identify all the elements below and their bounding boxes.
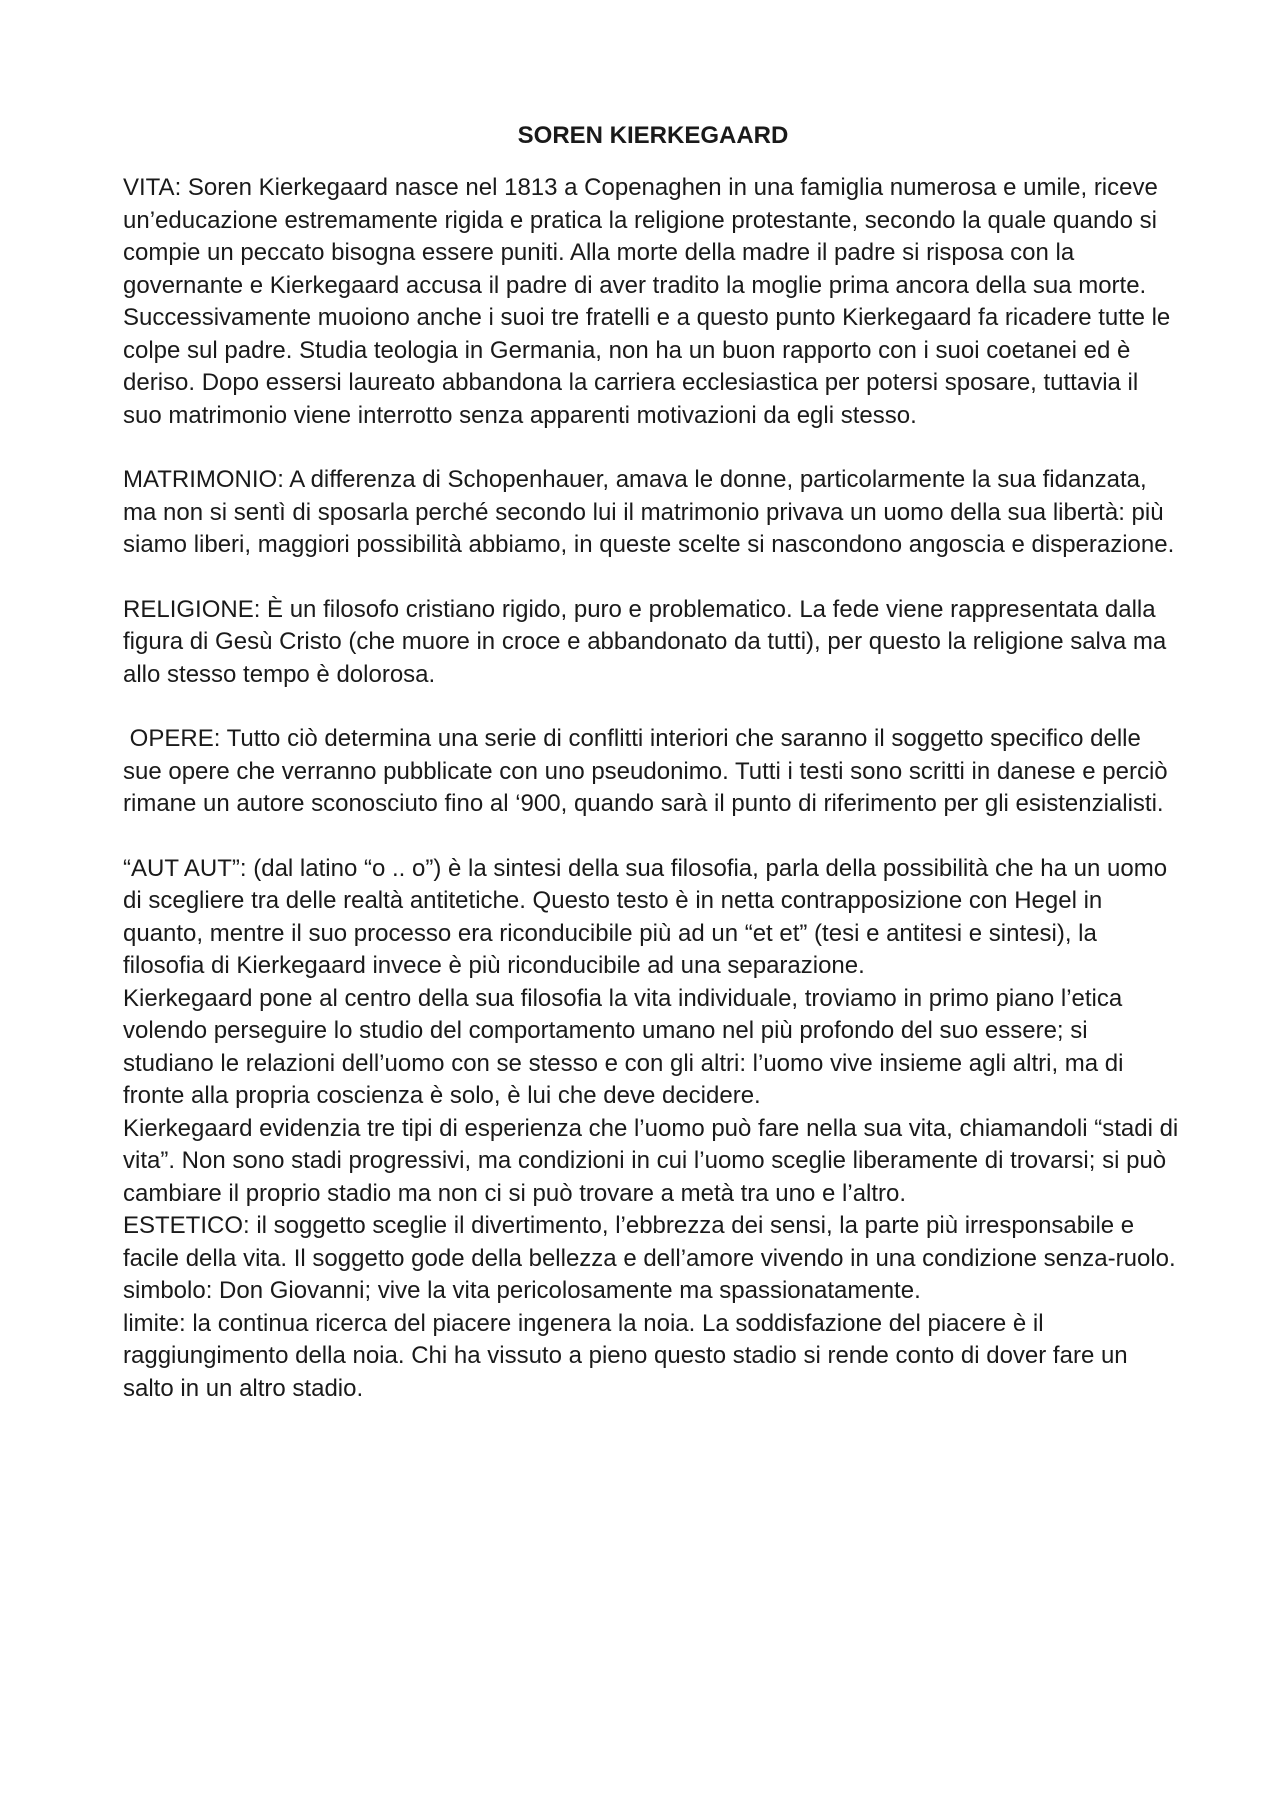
paragraph-estetico: ESTETICO: il soggetto sceglie il divertimento, l’ebbrezza dei sensi, la parte più irresponsabile e facile della vita. Il soggetto gode della bellezza e dell’amore vivendo in una condizione senza-ruolo. (123, 1212, 1176, 1272)
paragraph-opere: OPERE: Tutto ciò determina una serie di conflitti interiori che saranno il soggetto specifico delle sue opere che verranno pubblicate con uno pseudonimo. Tutti i testi sono scritti in danese e perciò rimane un autore sconosciuto fino al ‘900, quando sarà il punto di riferimento per gli esistenzialisti. (123, 725, 1175, 817)
paragraph-vita-individuale: Kierkegaard pone al centro della sua filosofia la vita individuale, troviamo in primo piano l’etica volendo perseguire lo studio del comportamento umano nel più profondo del suo essere; si studiano le relazioni dell’uomo con se stesso e con gli altri: l’uomo vive insieme agli altri, ma di fronte alla propria coscienza è solo, è lui che deve decidere. (123, 984, 1124, 1109)
document-body (123, 120, 1183, 1405)
paragraph-simbolo: simbolo: Don Giovanni; vive la vita pericolosamente ma spassionatamente. (123, 1277, 921, 1304)
paragraph-matrimonio: MATRIMONIO: A differenza di Schopenhauer, amava le donne, particolarmente la sua fidanzata, ma non si sentì di sposarla perché secondo lui il matrimonio privava un uomo della sua libertà: più siamo liberi, maggiori possibilità abbiamo, in queste scelte si nascondono angoscia e disperazione. (123, 466, 1175, 558)
paragraph-aut-aut: “AUT AUT”: (dal latino “o .. o”) è la sintesi della sua filosofia, parla della possibilità che ha un uomo di scegliere tra delle realtà antitetiche. Questo testo è in netta contrapposizione con Hegel in quanto, mentre il suo processo era riconducibile più ad un “et et” (tesi e antitesi e sintesi), la filosofia di Kierkegaard invece è più riconducibile ad una separazione. (123, 854, 1168, 979)
document-title: SOREN KIERKEGAARD (517, 122, 789, 149)
paragraph-religione: RELIGIONE: È un filosofo cristiano rigido, puro e problematico. La fede viene rappresentata dalla figura di Gesù Cristo (che muore in croce e abbandonato da tutti), per questo la religione salva ma allo stesso tempo è dolorosa. (123, 595, 1167, 688)
paragraph-vita: VITA: Soren Kierkegaard nasce nel 1813 a Copenaghen in una famiglia numerosa e umile, riceve un’educazione estremamente rigida e pratica la religione protestante, secondo la quale quando si compie un peccato bisogna essere puniti. Alla morte della madre il padre si risposa con la governante e Kierkegaard accusa il padre di aver tradito la moglie prima ancora della sua morte. Successivamente muoiono anche i suoi tre fratelli e a questo punto Kierkegaard fa ricadere tutte le colpe sul padre. Studia teologia in Germania, non ha un buon rapporto con i suoi coetanei ed è deriso. Dopo essersi laureato abbandona la carriera ecclesiastica per potersi sposare, tuttavia il suo matrimonio viene interrotto senza apparenti motivazioni da egli stesso. (123, 174, 1171, 429)
paragraph-stadi-di-vita: Kierkegaard evidenzia tre tipi di esperienza che l’uomo può fare nella sua vita, chiamandoli “stadi di vita”. Non sono stadi progressivi, ma condizioni in cui l’uomo sceglie liberamente di trovarsi; si può cambiare il proprio stadio ma non ci si può trovare a metà tra uno e l’altro. (123, 1114, 1179, 1207)
paragraph-limite: limite: la continua ricerca del piacere ingenera la noia. La soddisfazione del piacere è il raggiungimento della noia. Chi ha vissuto a pieno questo stadio si rende conto di dover fare un salto in un altro stadio. (123, 1309, 1128, 1402)
